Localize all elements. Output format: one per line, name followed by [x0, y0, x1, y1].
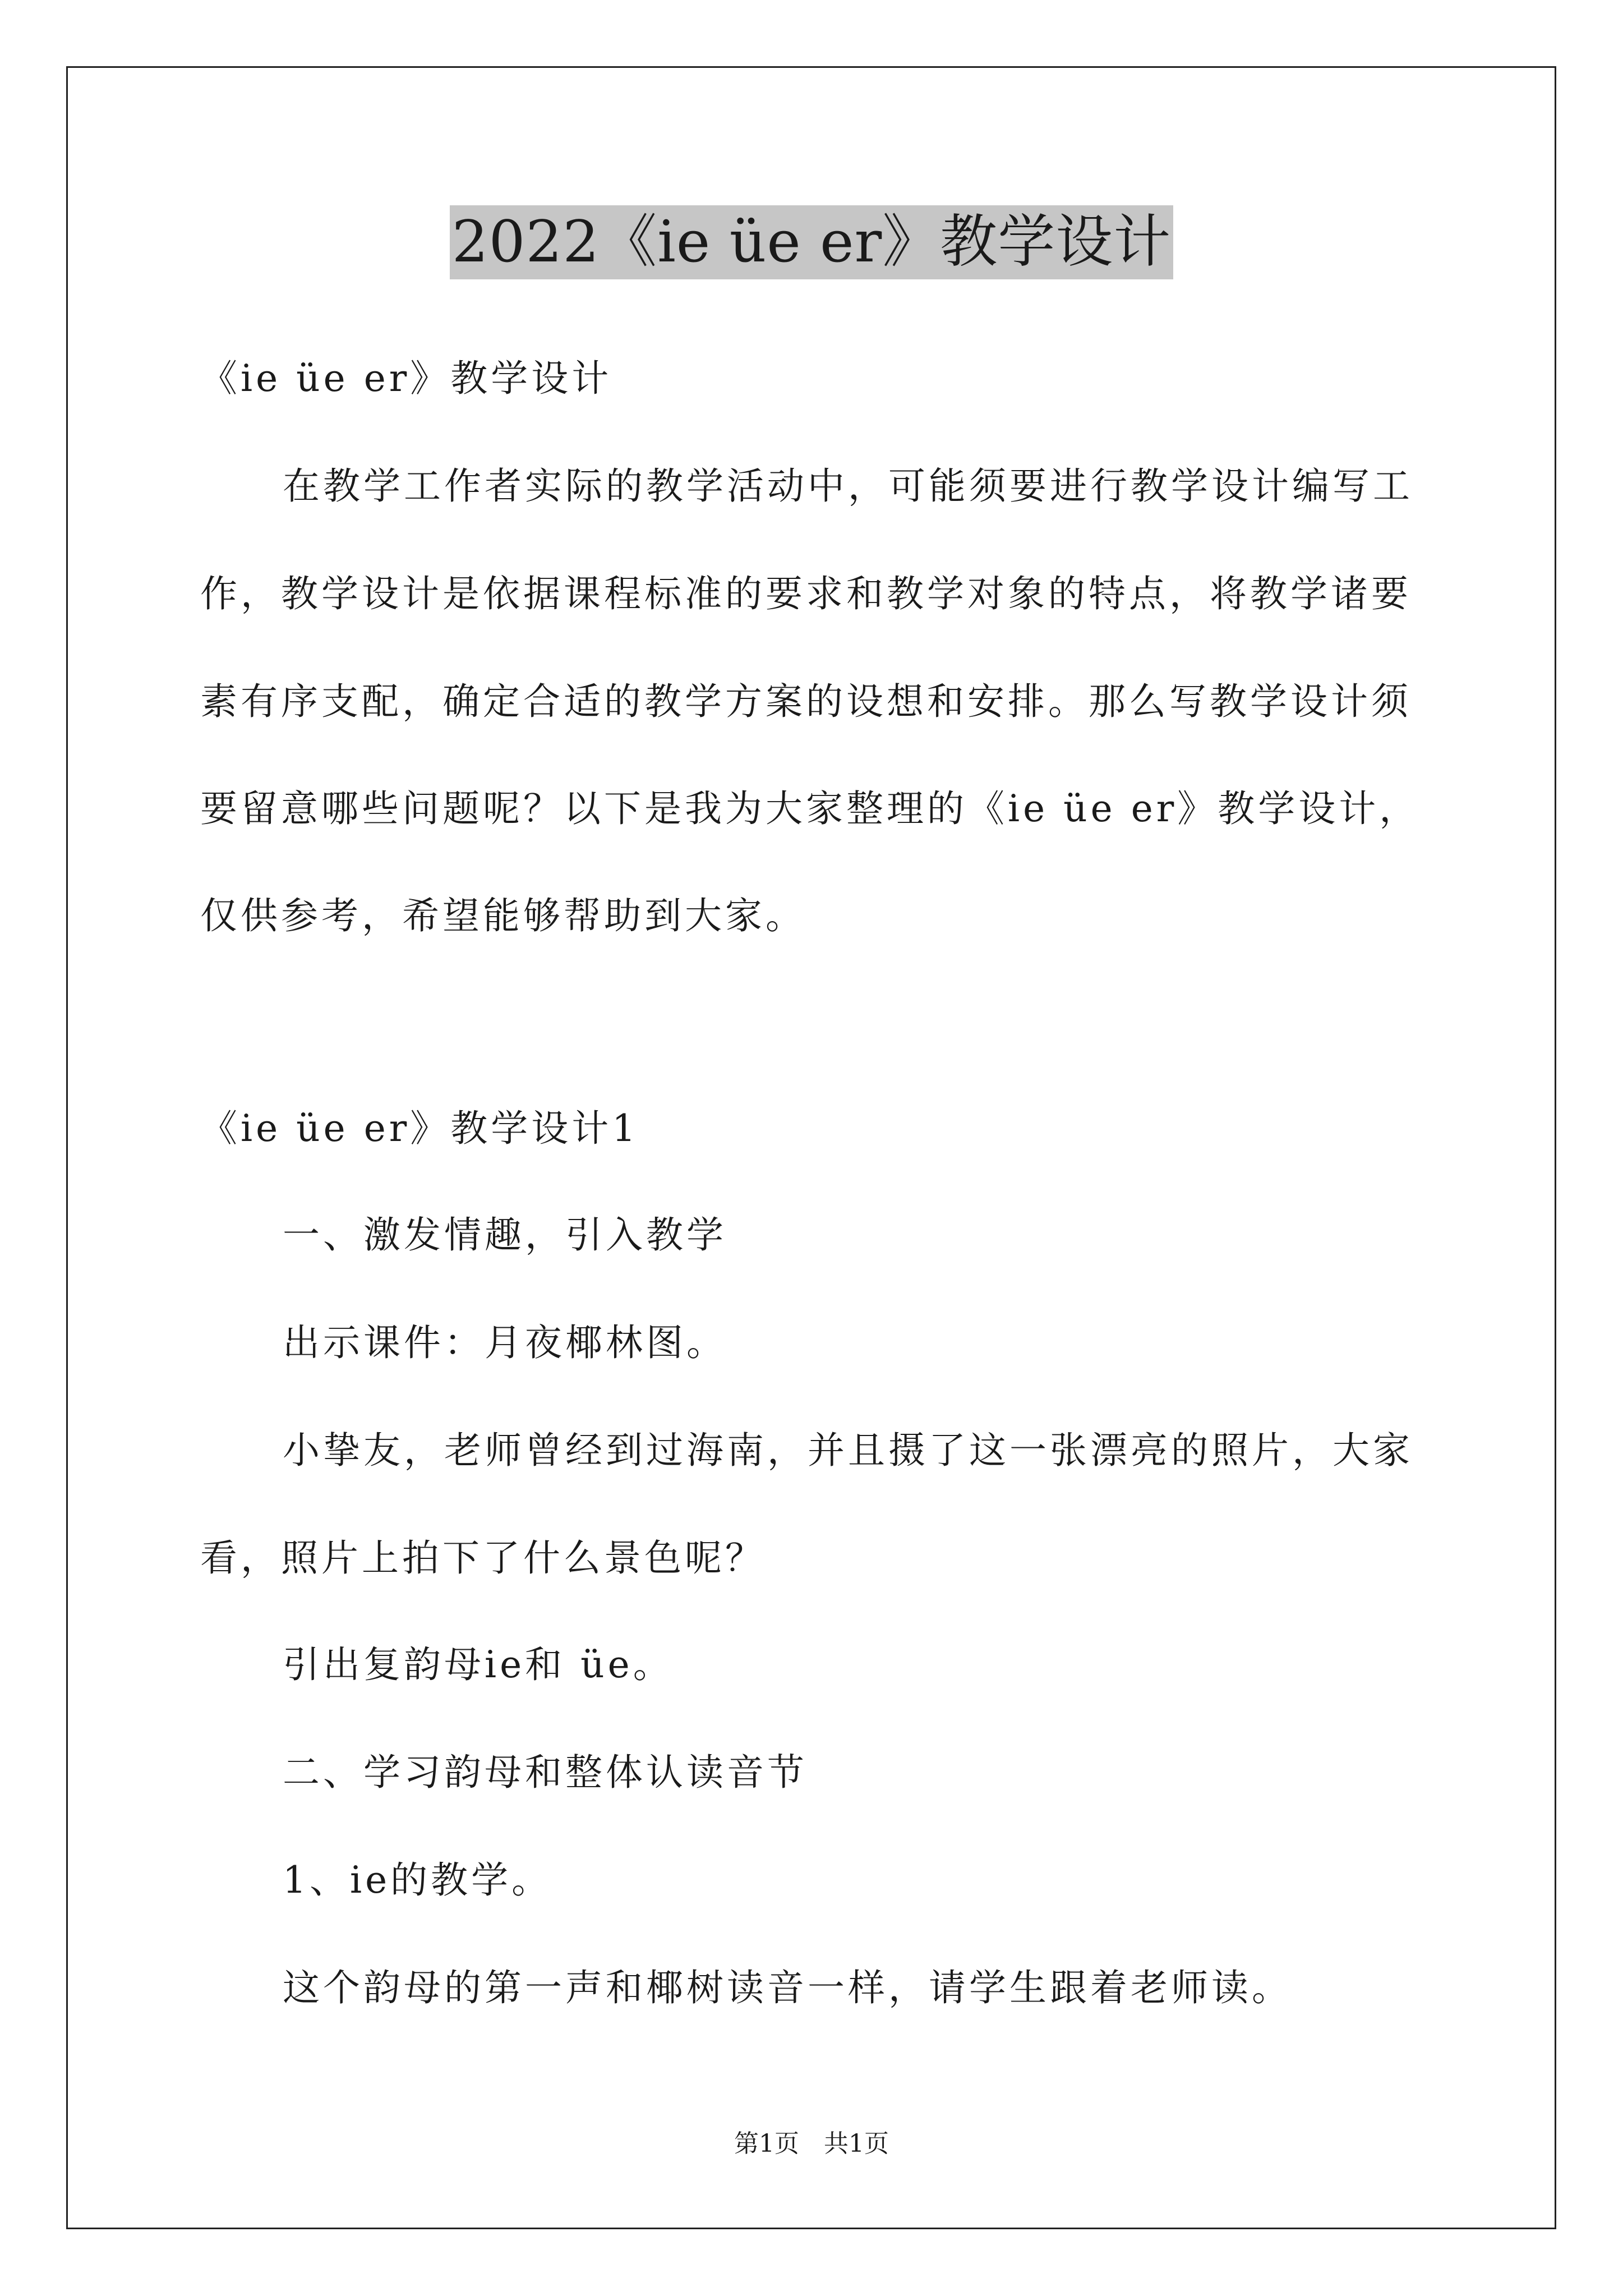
document-title: 2022《ie üe er》教学设计	[450, 205, 1174, 279]
intro-line: 作，教学设计是依据课程标准的要求和教学对象的特点，将教学诸要	[200, 572, 1412, 615]
intro-line: 仅供参考，希望能够帮助到大家。	[200, 894, 806, 937]
body-line: 小挚友，老师曾经到过海南，并且摄了这一张漂亮的照片，大家	[283, 1429, 1413, 1472]
section-heading: 《ie üe er》教学设计1	[200, 1107, 639, 1150]
intro-line: 素有序支配，确定合适的教学方案的设想和安排。那么写教学设计须	[200, 680, 1412, 723]
document-subtitle: 《ie üe er》教学设计	[200, 357, 612, 400]
body-line: 二、学习韵母和整体认读音节	[283, 1751, 808, 1794]
title-container	[0, 205, 1623, 279]
body-line: 出示课件：月夜椰林图。	[283, 1321, 727, 1364]
intro-line: 在教学工作者实际的教学活动中，可能须要进行教学设计编写工	[283, 464, 1413, 508]
body-line: 引出复韵母ie和 üe。	[283, 1643, 674, 1686]
page-number-footer: 第1页 共1页	[734, 2129, 889, 2158]
body-line: 一、激发情趣，引入教学	[283, 1213, 727, 1257]
intro-line: 要留意哪些问题呢？以下是我为大家整理的《ie üe er》教学设计，	[200, 787, 1420, 830]
body-line: 看，照片上拍下了什么景色呢？	[200, 1536, 766, 1580]
body-line: 这个韵母的第一声和椰树读音一样，请学生跟着老师读。	[283, 1966, 1292, 2009]
body-line: 1、ie的教学。	[283, 1858, 552, 1902]
